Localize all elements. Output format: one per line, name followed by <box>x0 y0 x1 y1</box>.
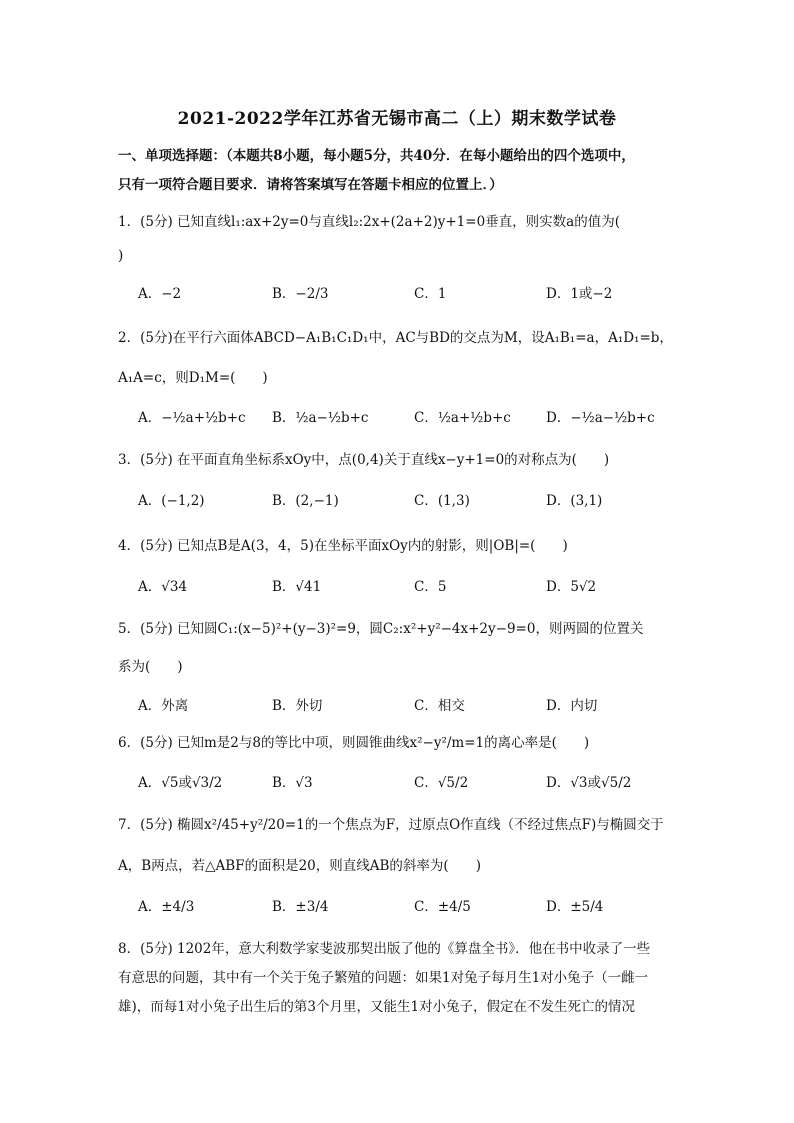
exam-title: 2021-2022学年江苏省无锡市高二（上）期末数学试卷 <box>177 109 617 129</box>
q7-option-d: D．±5/4 <box>546 899 604 915</box>
q4-stem: 4．(5分) 已知点B是A(3，4，5)在坐标平面xOy内的射影，则|OB|=( ) <box>118 538 568 554</box>
q1-stem-line2: ) <box>118 248 124 264</box>
q3-stem: 3．(5分) 在平面直角坐标系xOy中，点(0,4)关于直线x−y+1=0的对称点为( ) <box>118 452 610 468</box>
q2-stem-line1: 2．(5分)在平行六面体ABCD−A₁B₁C₁D₁中，AC与BD的交点为M，设A₁B₁=a，A₁D₁=b， <box>118 330 673 346</box>
q5-stem-line1: 5．(5分) 已知圆C₁:(x−5)²+(y−3)²=9，圆C₂:x²+y²−4x+2y−9=0，则两圆的位置关 <box>118 621 644 637</box>
q8-stem-line2: 有意思的问题，其中有一个关于兔子繁殖的问题：如果1对兔子每月生1对小兔子（一雌一 <box>118 970 649 986</box>
q3-option-b: B．(2,−1) <box>272 493 339 509</box>
q5-option-d: D．内切 <box>546 698 598 714</box>
q2-option-b: B．½a−½b+c <box>272 410 369 426</box>
q1-option-c: C．1 <box>414 286 447 302</box>
q6-option-c: C．√5/2 <box>414 775 469 791</box>
q7-option-a: A．±4/3 <box>138 899 195 915</box>
q6-option-b: B．√3 <box>272 775 313 791</box>
q4-option-a: A．√34 <box>138 579 188 595</box>
q7-option-b: B．±3/4 <box>272 899 329 915</box>
q6-stem: 6．(5分) 已知m是2与8的等比中项，则圆锥曲线x²−y²/m=1的离心率是( ) <box>118 735 590 751</box>
q2-stem-line2: A₁A=c，则D₁M=( ) <box>118 370 268 386</box>
q5-option-b: B．外切 <box>272 698 323 714</box>
q1-option-d: D．1或−2 <box>546 286 613 302</box>
q4-option-c: C．5 <box>414 579 447 595</box>
q2-option-d: D．−½a−½b+c <box>546 410 655 426</box>
q6-option-a: A．√5或√3/2 <box>138 775 223 791</box>
q8-stem-line3: 雄)，而每1对小兔子出生后的第3个月里，又能生1对小兔子，假定在不发生死亡的情况 <box>118 999 636 1015</box>
q3-option-d: D．(3,1) <box>546 493 603 509</box>
section-heading-line1: 一、单项选择题：（本题共8小题，每小题5分，共40分．在每小题给出的四个选项中， <box>118 148 635 164</box>
q7-option-c: C．±4/5 <box>414 899 471 915</box>
q6-option-d: D．√3或√5/2 <box>546 775 632 791</box>
q5-stem-line2: 系为( ) <box>118 659 183 675</box>
q1-option-a: A．−2 <box>138 286 182 302</box>
q1-stem-line1: 1．(5分) 已知直线l₁:ax+2y=0与直线l₂:2x+(2a+2)y+1=0垂直，则实数a的值为( <box>118 214 620 230</box>
q8-stem-line1: 8．(5分) 1202年，意大利数学家斐波那契出版了他的《算盘全书》．他在书中收录了一些 <box>118 941 651 957</box>
q3-option-a: A．(−1,2) <box>138 493 205 509</box>
section-heading-line2: 只有一项符合题目要求．请将答案填写在答题卡相应的位置上．） <box>118 177 503 193</box>
q2-option-c: C．½a+½b+c <box>414 410 511 426</box>
q4-option-d: D．5√2 <box>546 579 597 595</box>
q7-stem-line1: 7．(5分) 椭圆x²/45+y²/20=1的一个焦点为F，过原点O作直线（不经过焦点F)与椭圆交于 <box>118 817 664 833</box>
q1-option-b: B．−2/3 <box>272 286 329 302</box>
q7-stem-line2: A，B两点，若△ABF的面积是20，则直线AB的斜率为( ) <box>118 858 481 874</box>
q5-option-c: C．相交 <box>414 698 465 714</box>
q4-option-b: B．√41 <box>272 579 322 595</box>
q3-option-c: C．(1,3) <box>414 493 470 509</box>
q2-option-a: A．−½a+½b+c <box>138 410 246 426</box>
q5-option-a: A．外离 <box>138 698 189 714</box>
